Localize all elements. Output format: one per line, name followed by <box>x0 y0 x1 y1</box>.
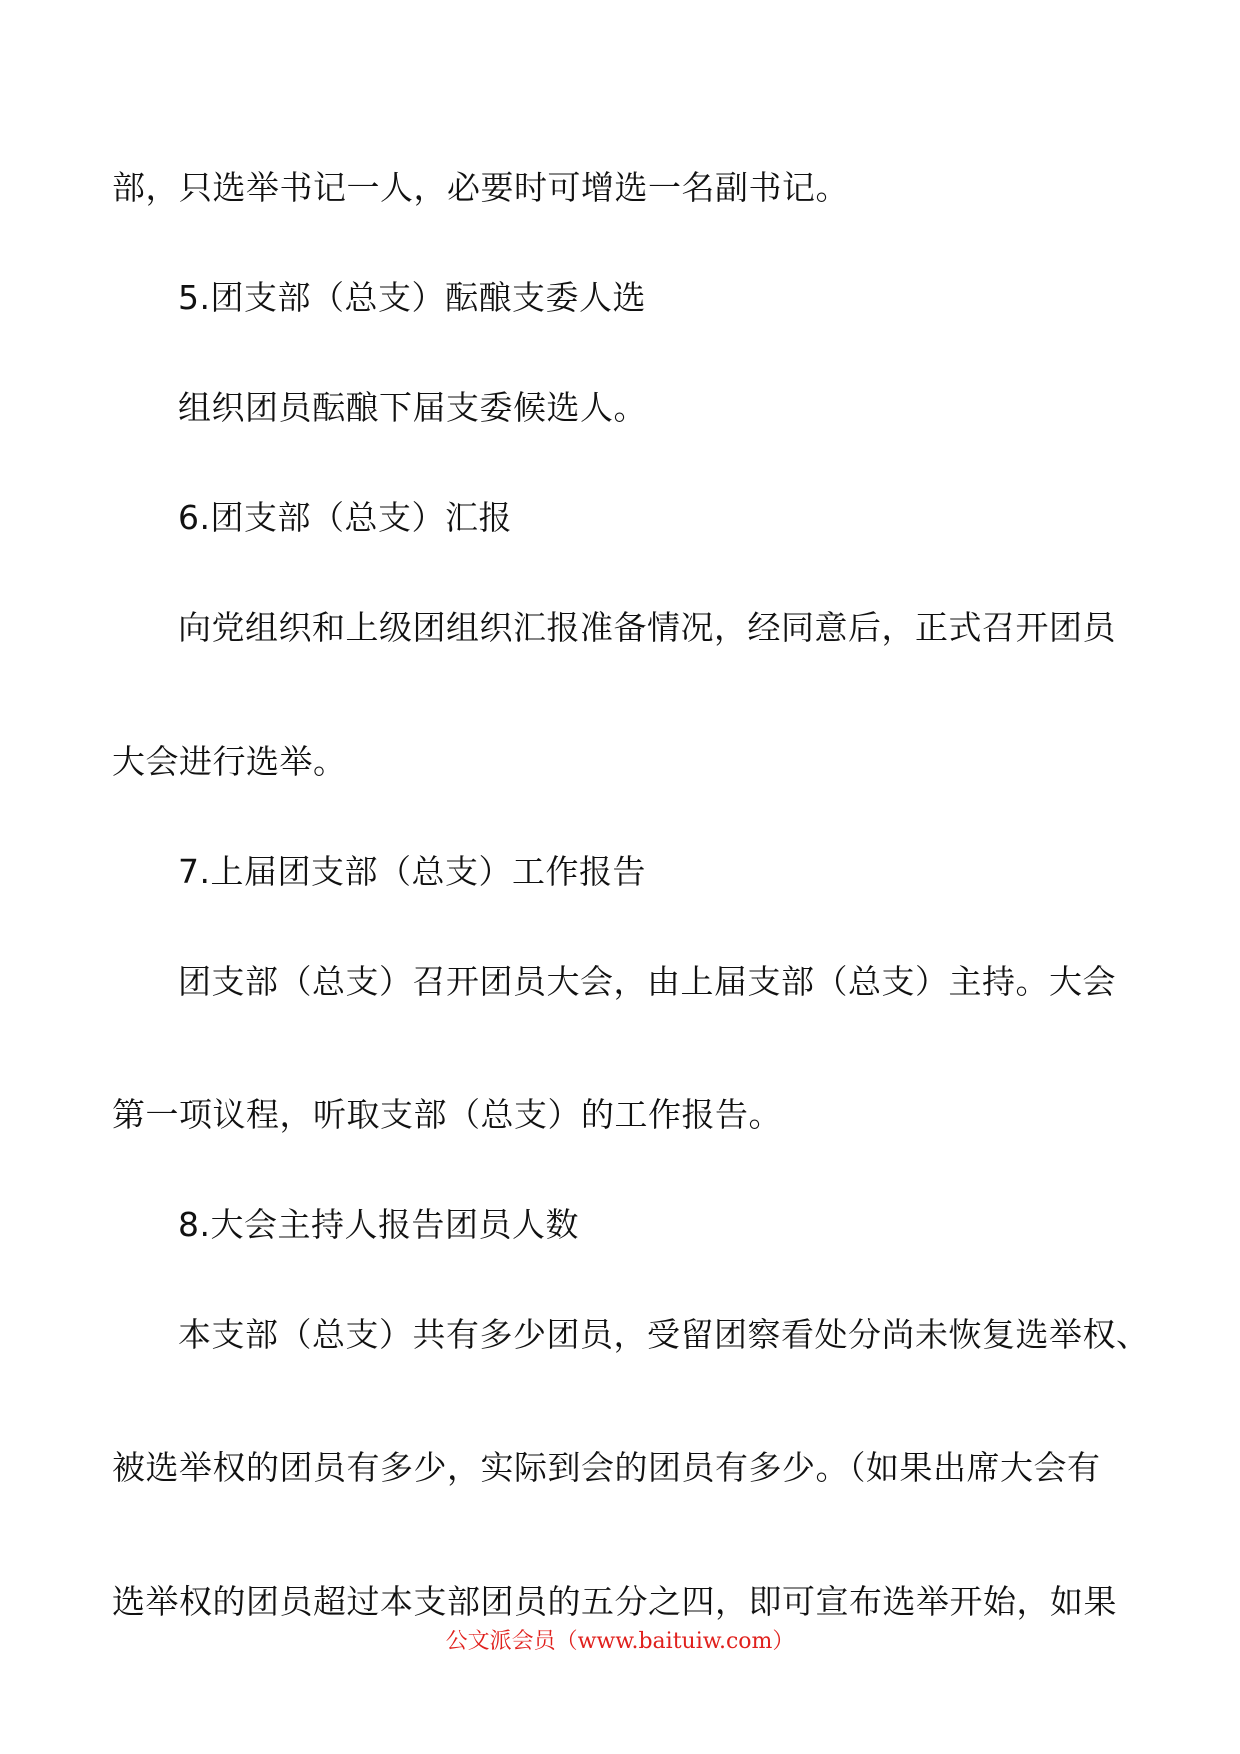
paragraph-line: 部，只选举书记一人，必要时可增选一名副书记。 <box>112 168 849 207</box>
paragraph-line: 选举权的团员超过本支部团员的五分之四，即可宣布选举开始，如果 <box>112 1582 1117 1621</box>
paragraph-line: 组织团员酝酿下届支委候选人。 <box>178 388 647 427</box>
paragraph-line: 团支部（总支）召开团员大会，由上届支部（总支）主持。大会 <box>178 962 1116 1001</box>
paragraph-line: 向党组织和上级团组织汇报准备情况，经同意后，正式召开团员 <box>178 608 1116 647</box>
paragraph-line: 大会进行选举。 <box>112 742 347 781</box>
section-heading: 7.上届团支部（总支）工作报告 <box>178 852 646 891</box>
paragraph-line: 第一项议程，听取支部（总支）的工作报告。 <box>112 1095 782 1134</box>
section-heading: 6.团支部（总支）汇报 <box>178 498 512 537</box>
paragraph-line: 本支部（总支）共有多少团员，受留团察看处分尚未恢复选举权、 <box>178 1315 1150 1354</box>
section-heading: 5.团支部（总支）酝酿支委人选 <box>178 278 646 317</box>
section-heading: 8.大会主持人报告团员人数 <box>178 1205 579 1244</box>
footer-watermark: 公文派会员（www.baituiw.com） <box>445 1629 795 1654</box>
paragraph-line: 被选举权的团员有多少，实际到会的团员有多少。（如果出席大会有 <box>112 1448 1101 1487</box>
